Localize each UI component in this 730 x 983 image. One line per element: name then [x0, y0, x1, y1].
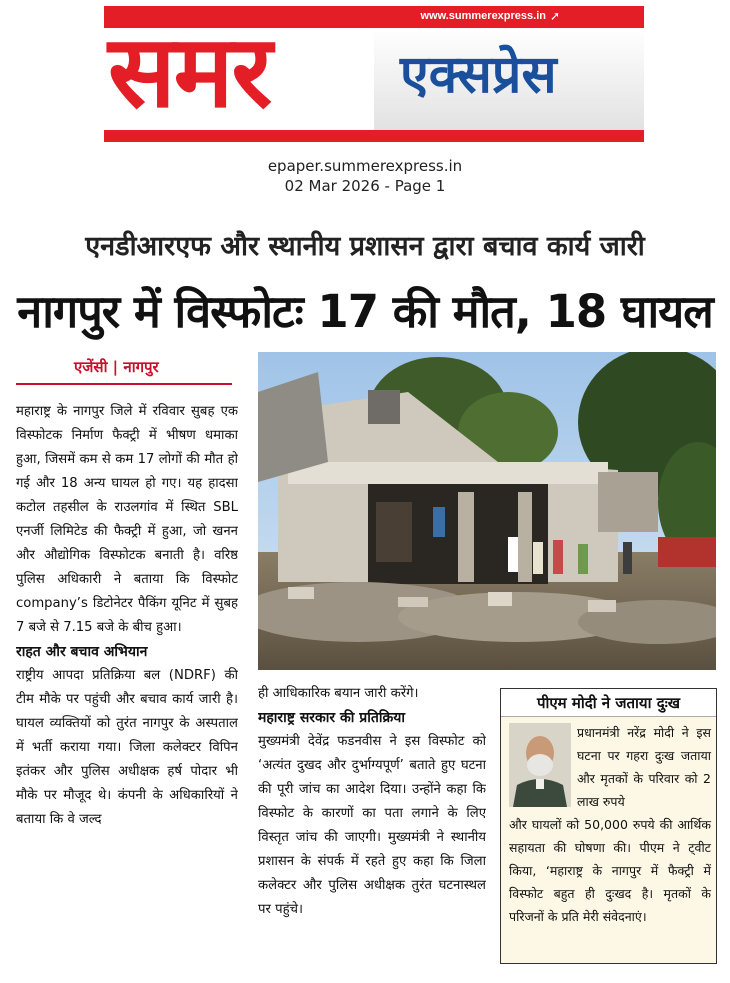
masthead-website: www.summerexpress.in: [420, 10, 546, 22]
article-byline: एजेंसी | नागपुर: [74, 358, 159, 376]
article-paragraph-3: ही आधिकारिक बयान जारी करेंगे।: [258, 686, 419, 701]
article-kicker: एनडीआरएफ और स्थानीय प्रशासन द्वारा बचाव कार्य जारी: [85, 231, 645, 262]
pm-portrait-photo: [509, 723, 571, 807]
article-paragraph-2: राष्ट्रीय आपदा प्रतिक्रिया बल (NDRF) की टीम मौके पर पहुंची और बचाव कार्य जारी है। घायल व्यक्तियों को तुरंत नागपुर के अस्पताल में भर्ती कराया गया। जिला कलेक्टर विपिन इतंकर और पुलिस अधीक्षक हर्ष पोदार भी मौके पर मौजूद थे। कंपनी के अधिकारियों ने बताया कि वे जल्द: [16, 668, 238, 827]
explosion-site-photo-graphic: [258, 352, 716, 670]
article-paragraph-1: महाराष्ट्र के नागपुर जिले में रविवार सुबह एक विस्फोटक निर्माण फैक्ट्री में भीषण धमाका हुआ, जिसमें कम से कम 17 लोगों की मौत हो गई और 18 अन्य घायल हो गए। यह हादसा कटोल तहसील के राउलगांव में स्थित SBL एनर्जी लिमिटेड की फैक्ट्री में हुआ, जो खनन और औद्योगिक विस्फोटक बनाती है। वरिष्ठ पुलिस अधिकारी ने बताया कि विस्फोट company’s डिटोनेटर पैकिंग यूनिट में सुबह 7 बजे से 7.15 बजे के बीच हुआ।: [16, 404, 238, 635]
explosion-site-photo: [258, 352, 716, 670]
pm-reaction-box: [500, 688, 717, 964]
article-paragraph-4: मुख्यमंत्री देवेंद्र फडनवीस ने इस विस्फोट को ‘अत्यंत दुखद और दुर्भाग्यपूर्ण’ बताते हुए घटना की पूरी जांच का आदेश दिया। उन्होंने कहा कि विस्फोट के कारणों का पता लगाने के लिए विस्तृत जांच की जाएगी। मुख्यमंत्री ने स्थानीय प्रशासन के संपर्क में रहते हुए कहा कि जिला कलेक्टर और पुलिस अधीक्षक तुरंत घटनास्थल पर पहुंचे।: [258, 734, 486, 917]
article-subhead-government: महाराष्ट्र सरकार की प्रतिक्रिया: [258, 710, 405, 726]
masthead-logo: [104, 6, 644, 142]
epaper-date-page: 02 Mar 2026 - Page 1: [284, 177, 446, 195]
article-headline: नागपुर में विस्फोटः 17 की मौत, 18 घायल: [17, 285, 713, 338]
article-column-1: [16, 400, 238, 980]
pm-box-text-1: प्रधानमंत्री नरेंद्र मोदी ने इस घटना पर गहरा दुःख जताया और मृतकों के परिवार को 2 लाख रुपये: [577, 725, 711, 809]
epaper-url[interactable]: epaper.summerexpress.in: [267, 157, 463, 175]
masthead-title-sub: एक्सप्रेस: [400, 45, 557, 105]
pm-box-title: पीएम मोदी ने जताया दुःख: [501, 689, 716, 717]
article-subhead-relief: राहत और बचाव अभियान: [16, 644, 148, 660]
cursor-arrow-icon: ➚: [549, 9, 560, 23]
article-column-2: [258, 682, 486, 978]
masthead-title-main: समर: [108, 13, 271, 130]
pm-portrait-graphic: [509, 723, 571, 807]
pm-box-text-2: और घायलों को 50,000 रुपये की आर्थिक सहायता की घोषणा की। पीएम ने ट्वीट किया, ‘महाराष्ट्र के नागपुर में फैक्ट्री में विस्फोट बहुत ही दुःखद है। मृतकों के परिजनों के प्रति मेरी संवेदनाएं।: [509, 817, 711, 924]
masthead-bottom-bar: [104, 130, 644, 142]
byline-divider: [16, 383, 232, 385]
